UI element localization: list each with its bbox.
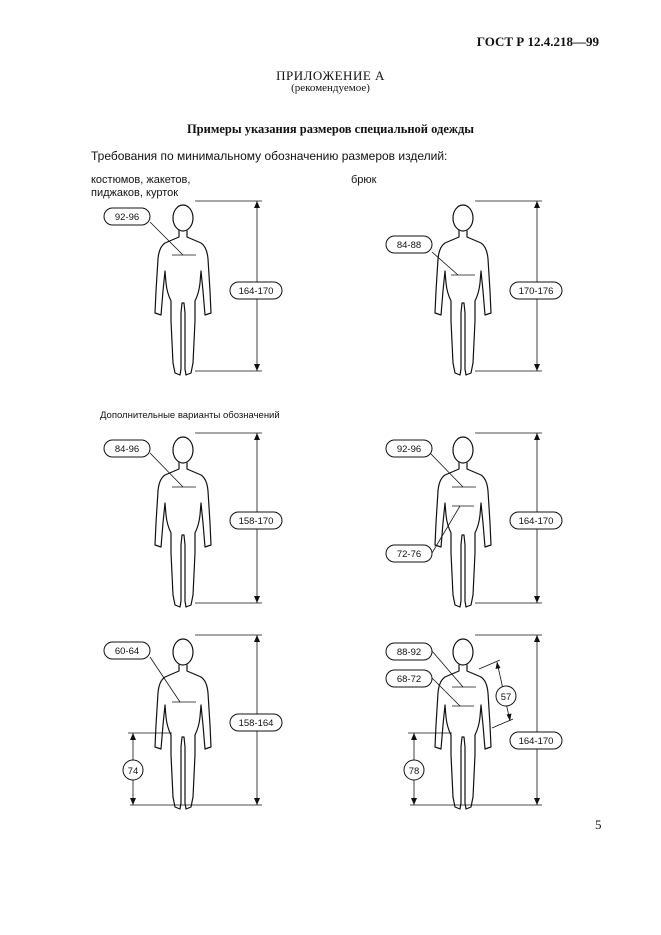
appendix-title: ПРИЛОЖЕНИЕ А xyxy=(276,68,385,83)
column-label-left-line2: пиджаков, курток xyxy=(91,187,179,199)
section-title: Примеры указания размеров специальной одежды xyxy=(186,122,475,136)
figure-2 xyxy=(386,201,562,375)
intro-text: Требования по минимальному обозначению размеров изделий: xyxy=(91,149,448,163)
f5-leg-label: 74 xyxy=(127,766,139,777)
figure-5 xyxy=(104,635,282,809)
f6-waist-label: 68-72 xyxy=(396,674,422,685)
f6-chest-label: 88-92 xyxy=(396,647,422,658)
f4-chest-label: 92-96 xyxy=(396,444,422,455)
standard-code: ГОСТ Р 12.4.218—99 xyxy=(476,34,599,49)
f6-height-label: 164-170 xyxy=(518,736,554,747)
f2-waist-label: 84-88 xyxy=(396,240,422,251)
f5-chest-label: 60-64 xyxy=(114,646,140,657)
f5-height-label: 158-164 xyxy=(238,718,274,729)
f6-leg-label: 78 xyxy=(408,766,420,777)
f1-chest-label: 92-96 xyxy=(114,212,140,223)
f6-arm-label: 57 xyxy=(500,692,512,703)
column-label-right: брюк xyxy=(351,174,377,186)
figure-6 xyxy=(386,635,562,809)
f1-height-label: 164-170 xyxy=(238,286,274,297)
figure-1 xyxy=(104,201,282,375)
extra-caption: Дополнительные варианты обозначений xyxy=(100,410,280,421)
figure-3 xyxy=(104,433,282,607)
page-number: 5 xyxy=(595,817,602,832)
f2-height-label: 170-176 xyxy=(518,286,554,297)
f4-waist-label: 72-76 xyxy=(396,549,422,560)
f4-height-label: 164-170 xyxy=(518,516,554,527)
figure-4 xyxy=(386,433,562,607)
f3-chest-label: 84-96 xyxy=(114,444,140,455)
column-label-left-line1: костюмов, жакетов, xyxy=(91,174,191,186)
appendix-subtitle: (рекомендуемое) xyxy=(291,82,370,94)
f3-height-label: 158-170 xyxy=(238,516,274,527)
